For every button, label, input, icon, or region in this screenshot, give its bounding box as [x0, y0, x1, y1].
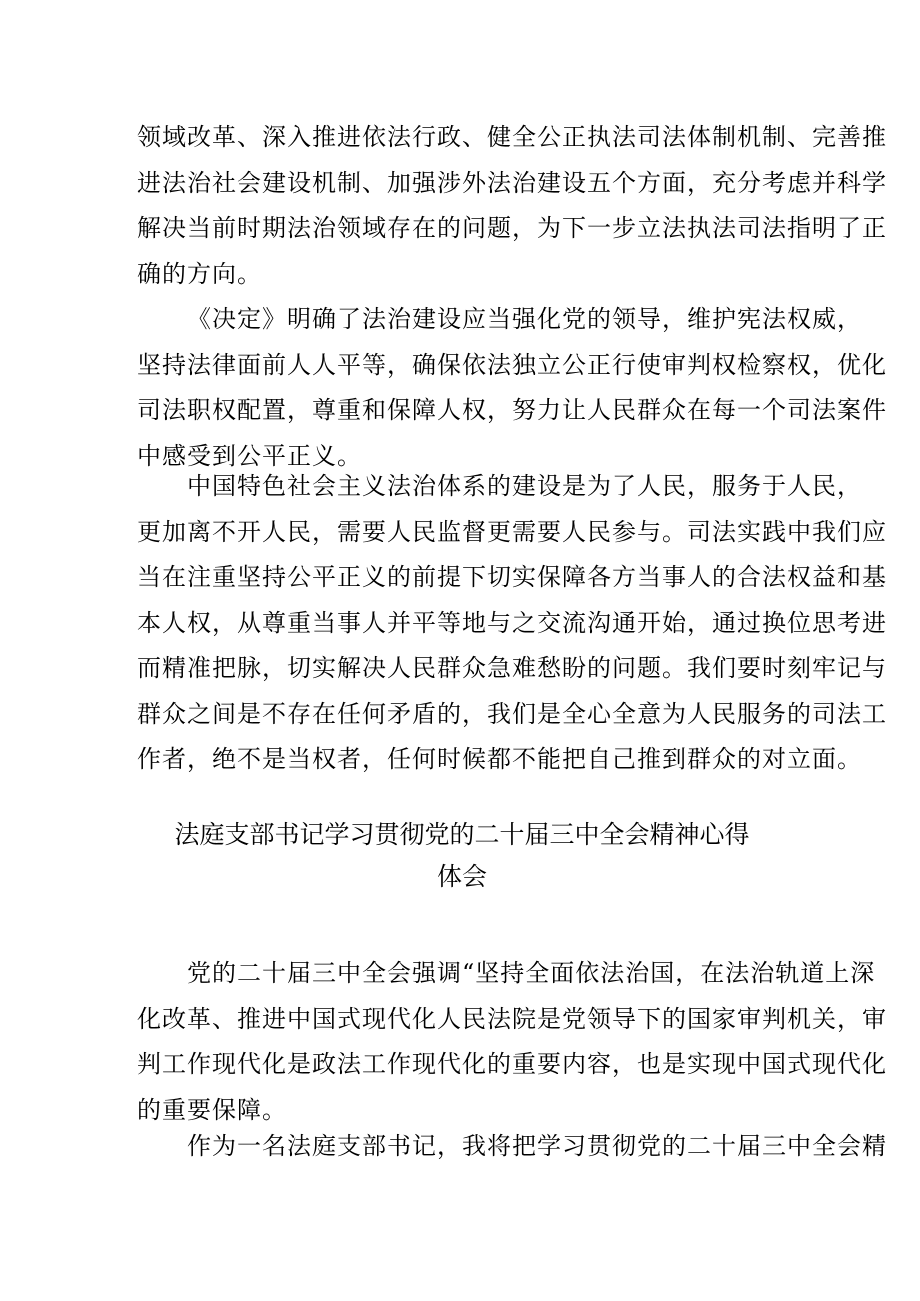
text-line: 中感受到公平正义。: [137, 441, 362, 470]
text-line: 作为一名法庭支部书记，我将把学习贯彻党的二十届三中全会精: [187, 1132, 887, 1160]
text-line: 《决定》明确了法治建设应当强化党的领导，维护宪法权威，: [187, 305, 862, 333]
text-line: 党的二十届三中全会强调“坚持全面依法治国，在法治轨道上深: [187, 959, 876, 987]
text-line: 作者，绝不是当权者，任何时候都不能把自己推到群众的对立面。: [137, 745, 862, 773]
text-line: 判工作现代化是政法工作现代化的重要内容，也是实现中国式现代化: [137, 1050, 887, 1078]
text-line: 的重要保障。: [137, 1095, 287, 1124]
text-line: 确的方向。: [137, 259, 262, 288]
text-line: 本人权，从尊重当事人并平等地与之交流沟通开始，通过换位思考进: [137, 608, 887, 637]
text-line: 司法职权配置，尊重和保障人权，努力让人民群众在每一个司法案件: [137, 396, 887, 424]
paragraph-socialist-rule-of-law: [137, 464, 887, 783]
title-line: 体会: [436, 862, 487, 891]
paragraph-plenary-session: [137, 951, 887, 1133]
text-line: 坚持法律面前人人平等，确保依法独立公正行使审判权检察权，优化: [137, 350, 887, 379]
text-line: 中国特色社会主义法治体系的建设是为了人民，服务于人民，: [187, 472, 862, 500]
text-line: 领域改革、深入推进依法行政、健全公正执法司法体制机制、完善推: [137, 123, 887, 151]
title-line: 法庭支部书记学习贯彻党的二十届三中全会精神心得: [174, 820, 750, 849]
paragraph-decision-clarifies: [137, 297, 887, 479]
text-line: 当在注重坚持公平正义的前提下切实保障各方当事人的合法权益和基: [137, 563, 887, 591]
paragraph-branch-secretary: [137, 1124, 887, 1170]
text-line: 解决当前时期法治领域存在的问题，为下一步立法执法司法指明了正: [137, 214, 887, 242]
text-line: 进法治社会建设机制、加强涉外法治建设五个方面，充分考虑并科学: [137, 168, 887, 197]
text-line: 更加离不开人民，需要人民监督更需要人民参与。司法实践中我们应: [137, 517, 887, 546]
text-line: 化改革、推进中国式现代化人民法院是党领导下的国家审判机关，审: [137, 1004, 887, 1033]
text-line: 群众之间是不存在任何矛盾的，我们是全心全意为人民服务的司法工: [137, 699, 887, 728]
paragraph-legal-reform-areas: [137, 115, 887, 297]
section-title: [137, 814, 787, 898]
text-line: 而精准把脉，切实解决人民群众急难愁盼的问题。我们要时刻牢记与: [137, 654, 887, 682]
